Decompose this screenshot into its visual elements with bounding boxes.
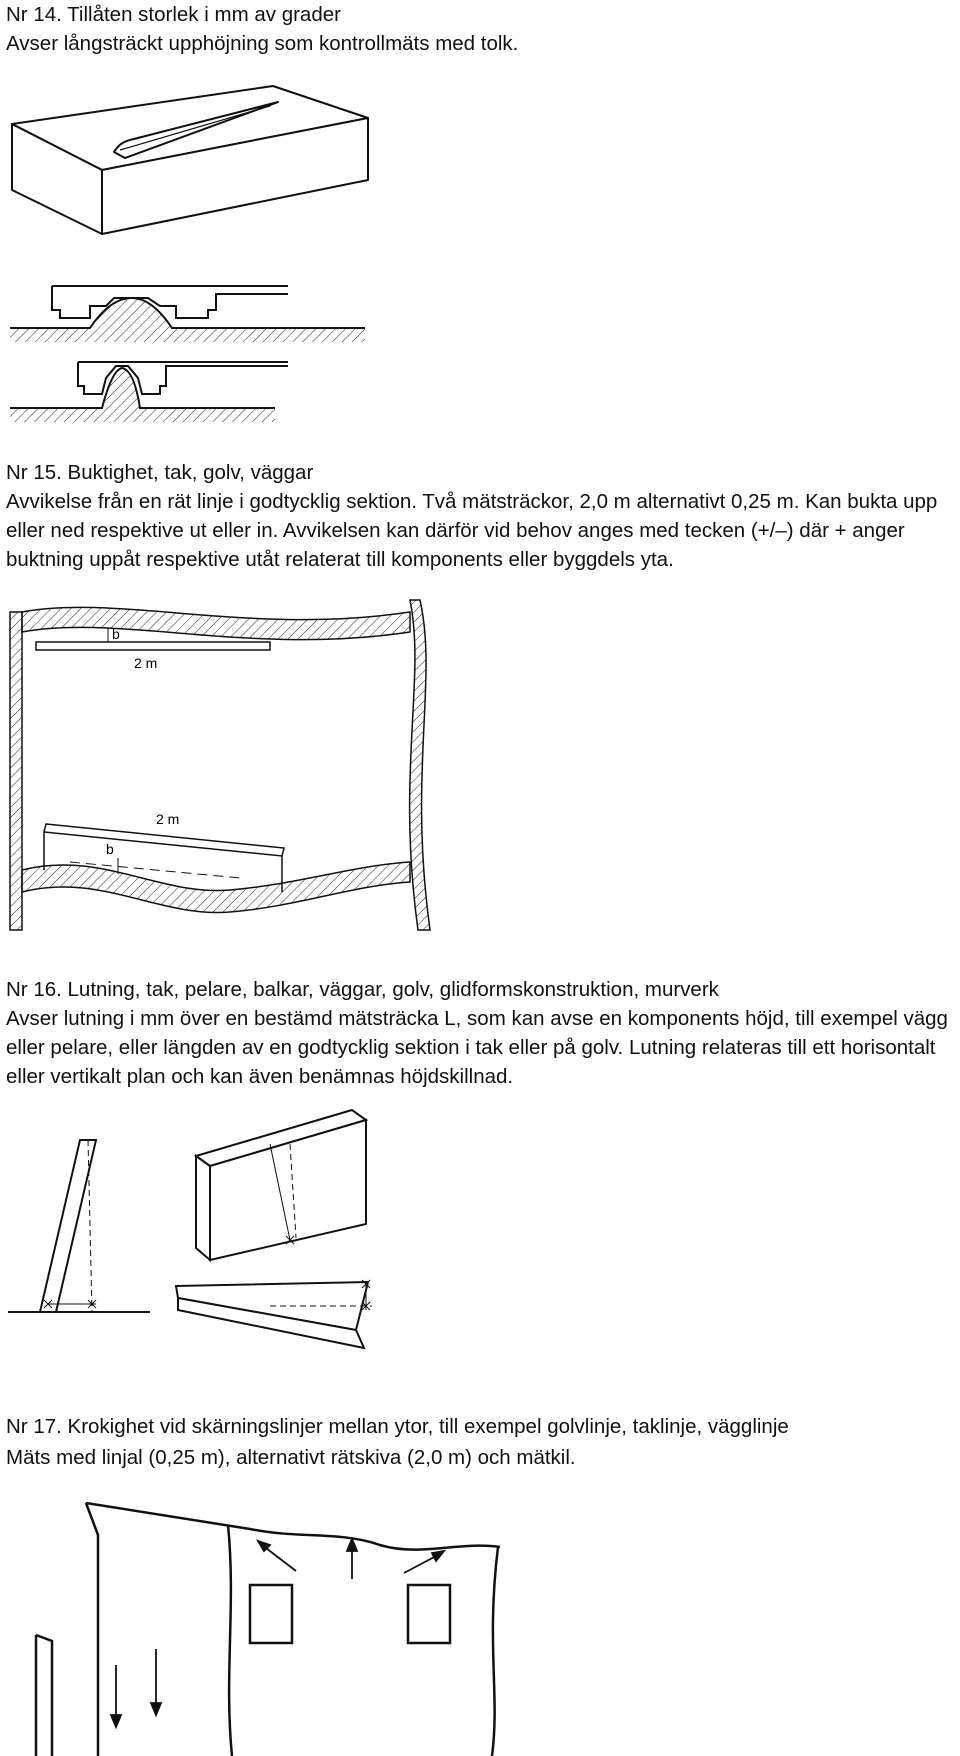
figure-wall-intersection <box>0 1495 960 1756</box>
section-15-heading: Nr 15. Buktighet, tak, golv, väggar <box>6 461 314 484</box>
figure-raised-ridge <box>0 70 960 430</box>
leaning-column <box>8 1140 150 1312</box>
door <box>36 1635 52 1756</box>
top-length-label: 2 m <box>134 655 158 671</box>
section-drawing-upper <box>10 286 365 342</box>
figure-curvature-room-section <box>0 600 960 940</box>
left-wall-edge <box>86 1503 98 1756</box>
section-14-description: Avser långsträckt upphöjning som kontrollmäts med tolk. <box>6 32 519 55</box>
section-15-description: Avvikelse från en rät linje i godtycklig sektion. Två mätsträckor, 2,0 m alternativt 0,25 m. Kan bukta upp eller ned respektive ut eller in. Avvikelsen kan därför vid behov anges med tecken (+/–) där + anger buktning uppåt respektive utåt relaterat till komponents eller byggdels yta. <box>6 490 938 571</box>
section-16-description: Avser lutning i mm över en bestämd mätsträcka L, som kan avse en komponents höjd, till exempel vägg eller pelare, eller längden av en godtycklig sektion i tak eller på golv. Lutning relateras till ett horisontalt eller vertikalt plan och kan även benämnas höjdskillnad. <box>6 1007 948 1088</box>
section-14-heading: Nr 14. Tillåten storlek i mm av grader <box>6 3 341 26</box>
bottom-b-label: b <box>106 841 114 857</box>
section-17-heading: Nr 17. Krokighet vid skärningslinjer mellan ytor, till exempel golvlinje, taklinje, vägglinje <box>6 1415 789 1438</box>
bottom-straightedge <box>44 824 284 856</box>
arrows-ceiling <box>258 1539 444 1579</box>
right-wall <box>410 600 430 930</box>
section-16-heading: Nr 16. Lutning, tak, pelare, balkar, väggar, golv, glidformskonstruktion, murverk <box>6 978 719 1001</box>
section-17-description: Mäts med linjal (0,25 m), alternativt rätskiva (2,0 m) och mätkil. <box>6 1446 576 1469</box>
top-b-label: b <box>112 626 120 642</box>
top-straightedge <box>36 642 270 650</box>
floor-slab <box>22 862 410 913</box>
right-wall-edge <box>492 1547 498 1756</box>
corner-line <box>228 1525 232 1756</box>
bottom-length-label: 2 m <box>156 811 180 827</box>
window-left <box>250 1585 292 1643</box>
arrows-wall <box>111 1649 161 1727</box>
tilted-floor-slab <box>176 1280 372 1348</box>
tilted-wall-slab <box>196 1110 366 1260</box>
window-right <box>408 1585 450 1643</box>
ceiling-line <box>86 1503 500 1550</box>
figure-slope <box>0 1110 960 1390</box>
section-drawing-lower <box>10 362 288 422</box>
left-wall <box>10 612 22 930</box>
ceiling-slab <box>22 607 410 639</box>
